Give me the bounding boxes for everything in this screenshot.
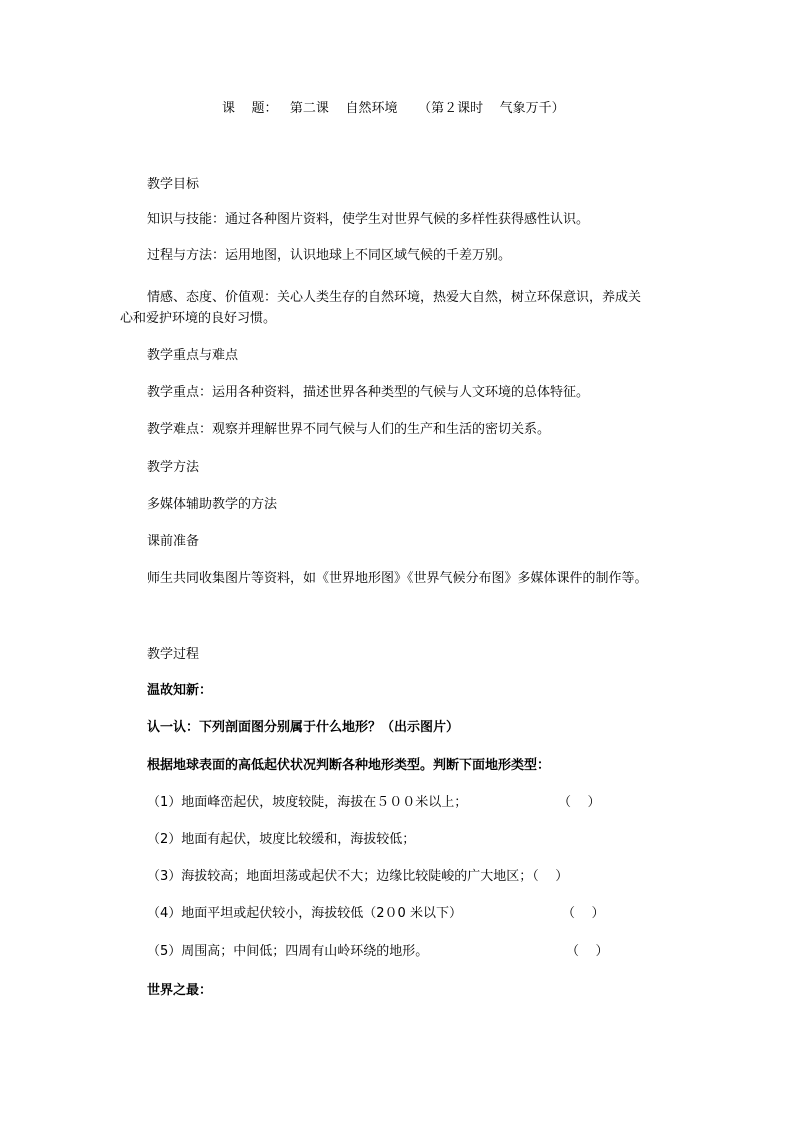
terrain-item-4: （4）地面平坦或起伏较小，海拔较低（2０0 米以下） — [147, 906, 462, 921]
answer-blank-1[interactable]: （ ） — [558, 795, 601, 810]
method-content: 多媒体辅助教学的方法 — [147, 497, 278, 512]
objective-knowledge: 知识与技能：通过各种图片资料，使学生对世界气候的多样性获得感性认识。 — [147, 212, 590, 227]
objective-emotion-line2: 心和爱护环境的良好习惯。 — [120, 311, 277, 326]
recognize-prompt: 认一认：下列剖面图分别属于什么地形？（出示图片） — [147, 720, 460, 735]
world-most-heading: 世界之最： — [147, 983, 213, 998]
judge-prompt: 根据地球表面的高低起伏状况判断各种地形类型。判断下面地形类型： — [147, 758, 551, 773]
process-heading: 教学过程 — [147, 647, 200, 662]
terrain-item-3: （3）海拔较高；地面坦荡或起伏不大；边缘比较陡峻的广大地区；（ ） — [147, 869, 569, 884]
terrain-item-5: （5）周围高；中间低；四周有山岭环绕的地形。 — [147, 944, 429, 959]
method-heading: 教学方法 — [147, 460, 200, 475]
objective-emotion-line1: 情感、态度、价值观：关心人类生存的自然环境，热爱大自然，树立环保意识，养成关 — [147, 290, 642, 305]
difficult-point: 教学难点：观察并理解世界不同气候与人们的生产和生活的密切关系。 — [147, 422, 551, 437]
preparation-heading: 课前准备 — [147, 534, 200, 549]
terrain-item-2: （2）地面有起伏，坡度比较缓和，海拔较低； — [147, 832, 416, 847]
key-point: 教学重点：运用各种资料，描述世界各种类型的气候与人文环境的总体特征。 — [147, 385, 590, 400]
answer-blank-5[interactable]: （ ） — [566, 944, 609, 959]
objectives-heading: 教学目标 — [147, 177, 200, 192]
review-heading: 温故知新： — [147, 683, 213, 698]
answer-blank-4[interactable]: （ ） — [562, 906, 605, 921]
page-title: 课 题： 第二课 自然环境 （第２课时 气象万千） — [222, 101, 565, 116]
objective-process: 过程与方法：运用地图，认识地球上不同区域气候的千差万别。 — [147, 248, 512, 263]
key-points-heading: 教学重点与难点 — [147, 348, 239, 363]
preparation-content: 师生共同收集图片等资料，如《世界地形图》《世界气候分布图》多媒体课件的制作等。 — [147, 571, 648, 586]
terrain-item-1: （1）地面峰峦起伏，坡度较陡，海拔在５００米以上； — [147, 795, 468, 810]
